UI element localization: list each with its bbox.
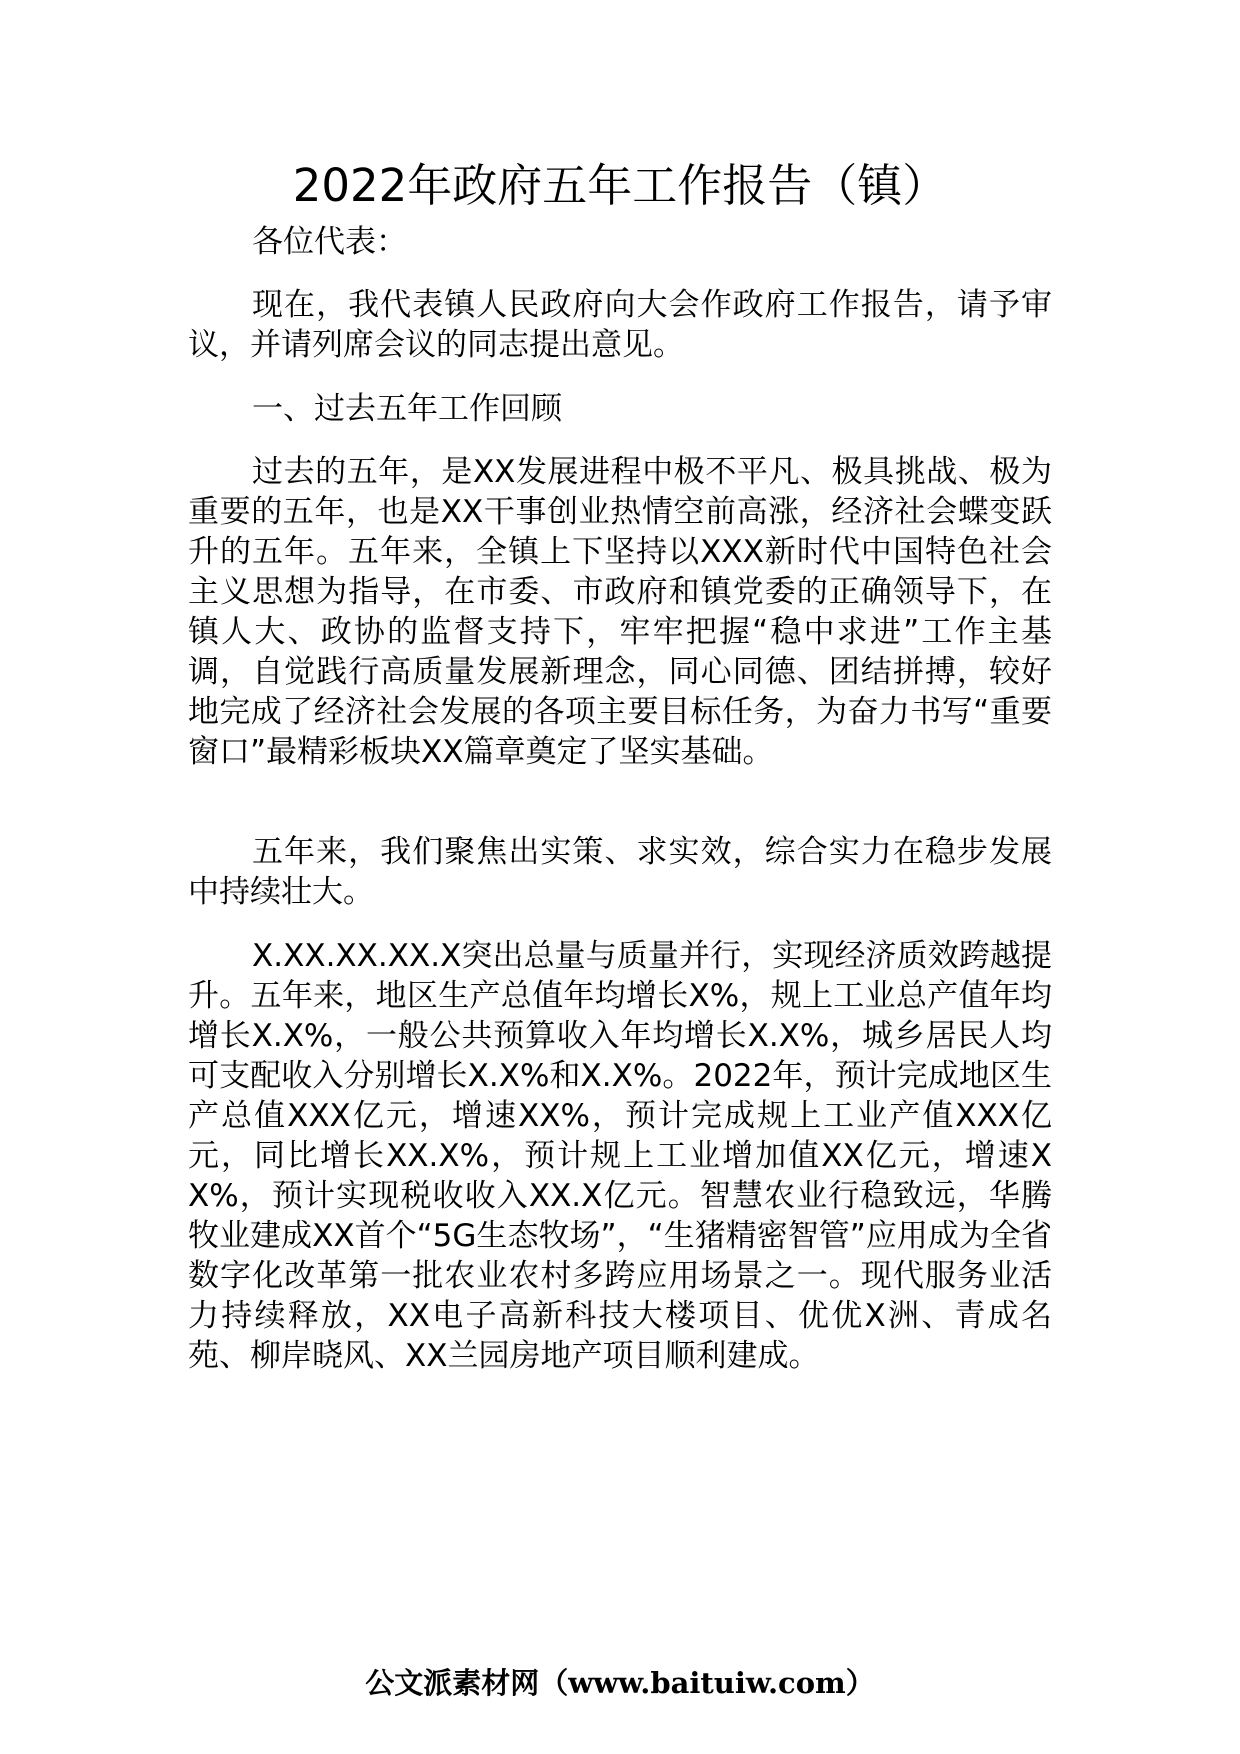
paragraph-economy: X.XX.XX.XX.X突出总量与质量并行，实现经济质效跨越提升。五年来，地区生产总值年均增长X%，规上工业总产值年均增长X.X%，一般公共预算收入年均增长X.X%，城乡居民人均可支配收入分别增长X.X%和X.X%。2022年，预计完成地区生产总值XXX亿元，增速XX%，预计完成规上工业产值XXX亿元，同比增长XX.X%，预计规上工业增加值XX亿元，增速XX%，预计实现税收收入XX.X亿元。智慧农业行稳致远，华腾牧业建成XX首个“5G生态牧场”，“生猪精密智管”应用成为全省数字化改革第一批农业农村多跨应用场景之一。现代服务业活力持续释放，XX电子高新科技大楼项目、优优X洲、青成名苑、柳岸晓风、XX兰园房地产项目顺利建成。 <box>188 938 1052 1374</box>
footer-watermark: 公文派素材网（www.baituiw.com） <box>365 1666 875 1700</box>
document-title: 2022年政府五年工作报告（镇） <box>292 159 948 212</box>
paragraph-intro: 现在，我代表镇人民政府向大会作政府工作报告，请予审议，并请列席会议的同志提出意见。 <box>188 287 1052 363</box>
paragraph-review: 过去的五年，是XX发展进程中极不平凡、极具挑战、极为重要的五年，也是XX干事创业热情空前高涨，经济社会蝶变跃升的五年。五年来，全镇上下坚持以XXX新时代中国特色社会主义思想为指导，在市委、市政府和镇党委的正确领导下，在镇人大、政协的监督支持下，牢牢把握“稳中求进”工作主基调，自觉践行高质量发展新理念，同心同德、团结拼搏，较好地完成了经济社会发展的各项主要目标任务，为奋力书写“重要窗口”最精彩板块XX篇章奠定了坚实基础。 <box>188 454 1052 770</box>
section-heading: 一、过去五年工作回顾 <box>252 391 562 427</box>
paragraph-summary: 五年来，我们聚焦出实策、求实效，综合实力在稳步发展中持续壮大。 <box>188 834 1052 910</box>
salutation: 各位代表： <box>252 224 407 260</box>
